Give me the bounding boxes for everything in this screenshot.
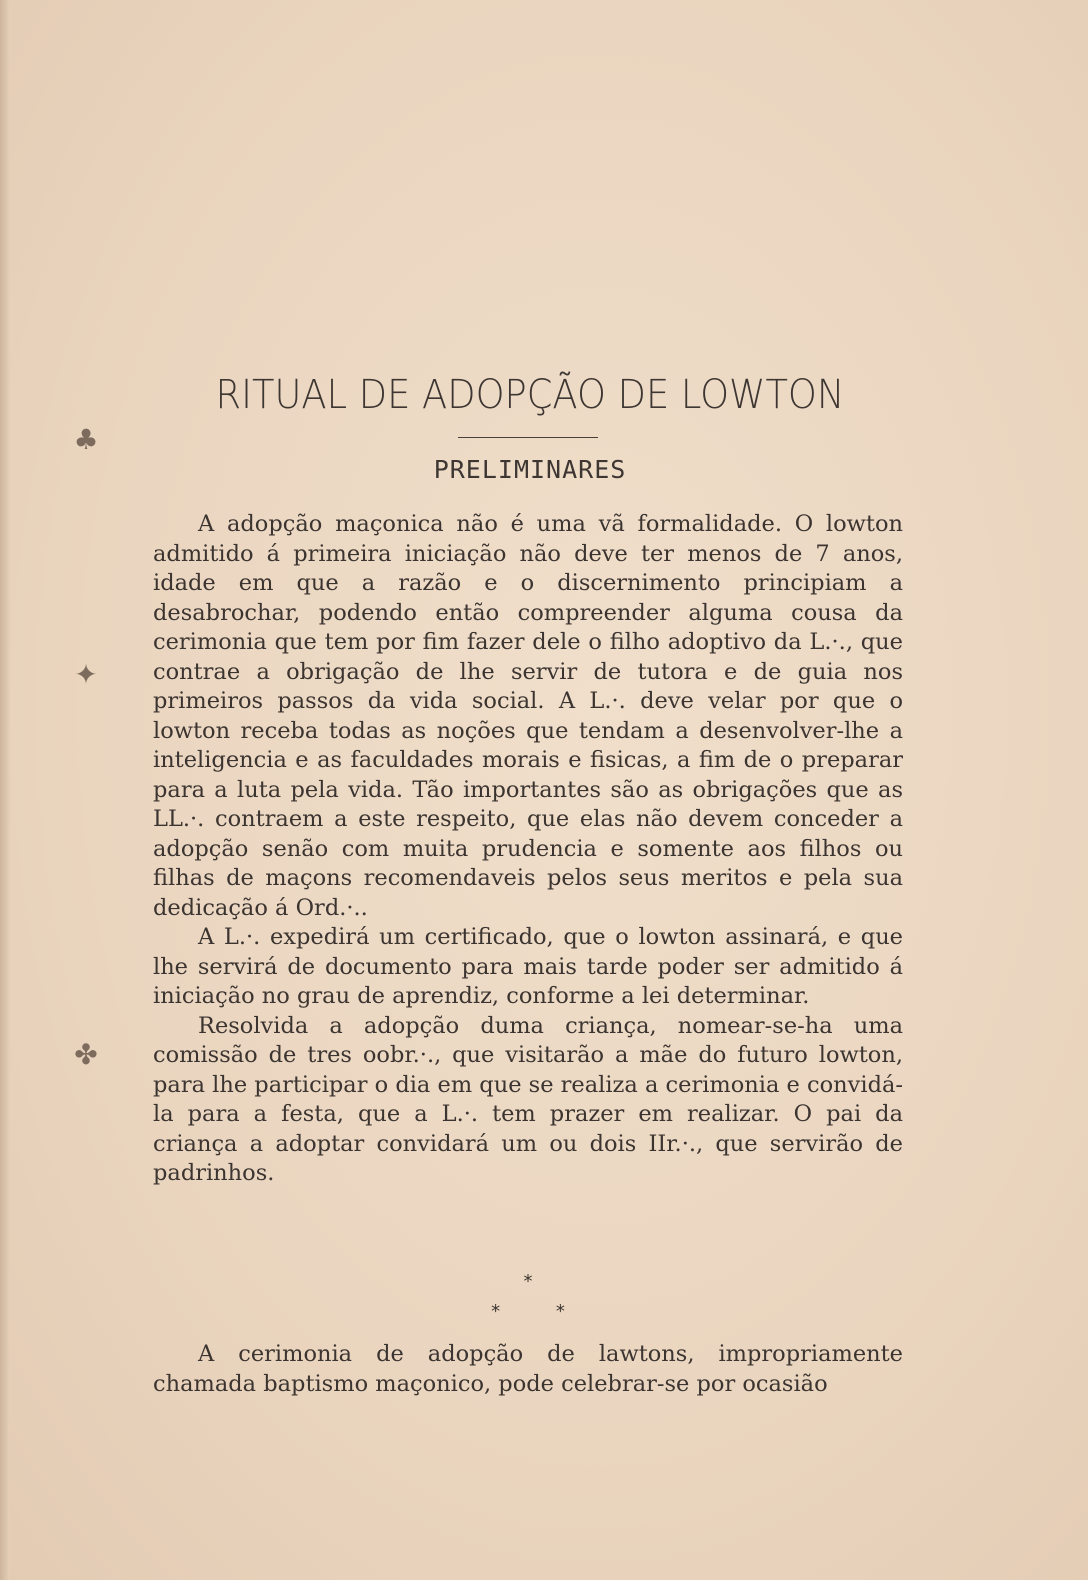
page-spine: [0, 0, 10, 1580]
body-text: [153, 510, 903, 1189]
continuation-text: [153, 1340, 903, 1399]
binding-hole-icon: ✦: [74, 658, 98, 691]
paragraph: A L.·. expedirá um certificado, que o lowton assinará, e que lhe servirá de documento para mais tarde poder ser admitido á iniciação no grau de aprendiz, conforme a lei determinar.: [153, 924, 903, 1009]
section-heading: PRELIMINARES: [433, 455, 627, 484]
binding-hole-icon: ✤: [74, 1038, 98, 1071]
paragraph: Resolvida a adopção duma criança, nomear-se-ha uma comissão de tres oobr.·., que visitarão a mãe do futuro lowton, para lhe participar o dia em que se realiza a cerimonia e convidá-la para a festa, que a L.·. tem prazer em realizar. O pai da criança a adoptar convidará um ou dois IIr.·., que servirão de padrinhos.: [153, 1012, 903, 1186]
page-title: RITUAL DE ADOPÇÃO DE LOWTON: [215, 372, 845, 418]
separator-star-top: *: [523, 1271, 533, 1292]
separator-stars-bottom: * *: [491, 1301, 565, 1322]
binding-hole-icon: ♣: [73, 423, 99, 456]
paragraph: A cerimonia de adopção de lawtons, impropriamente chamada baptismo maçonico, pode celebrar-se por ocasião: [153, 1341, 903, 1397]
section-separator: [453, 1267, 603, 1327]
title-divider: [458, 437, 598, 438]
paragraph: A adopção maçonica não é uma vã formalidade. O lowton admitido á primeira iniciação não deve ter menos de 7 anos, idade em que a razão e o discernimento principiam a desabrochar, podendo então compreender alguma cousa da cerimonia que tem por fim fazer dele o filho adoptivo da L.·., que contrae a obrigação de lhe servir de tutora e de guia nos primeiros passos da vida social. A L.·. deve velar por que o lowton receba todas as noções que tendam a desenvolver-lhe a inteligencia e as faculdades morais e fisicas, a fim de o preparar para a luta pela vida. Tão importantes são as obrigações que as LL.·. contraem a este respeito, que elas não devem conceder a adopção senão com muita prudencia e somente aos filhos ou filhas de maçons recomendaveis pelos seus meritos e pela sua dedicação á Ord.·..: [153, 511, 903, 921]
